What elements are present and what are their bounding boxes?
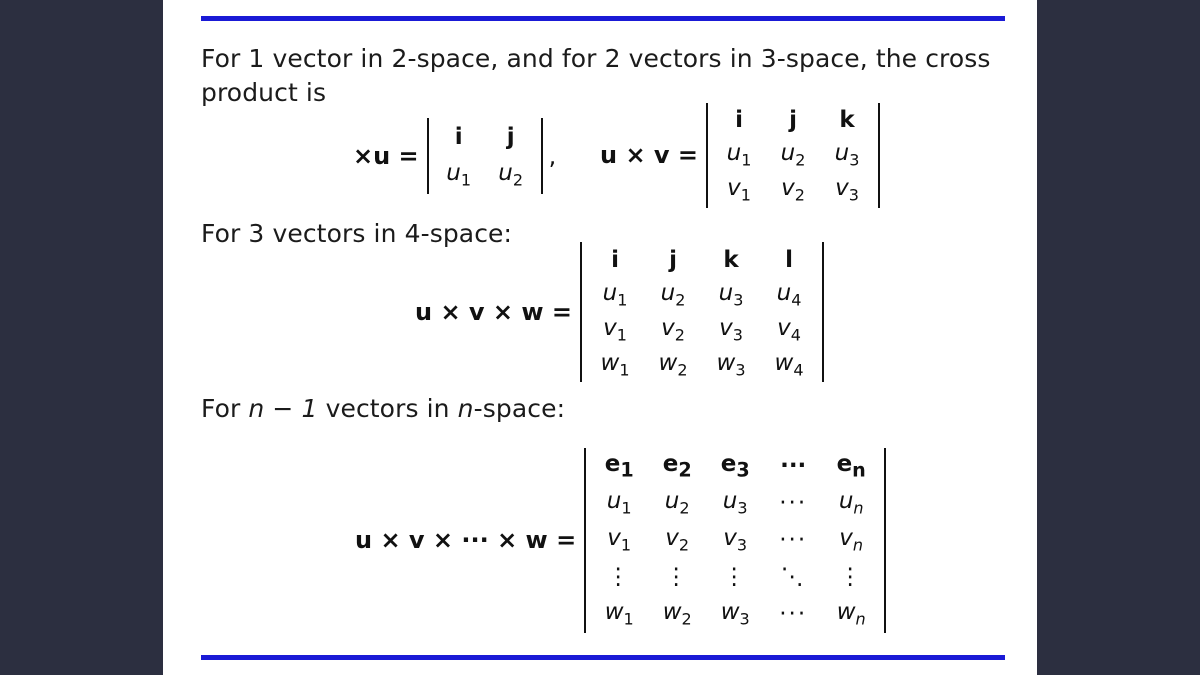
heading-math-n-minus-1: n − 1 — [248, 394, 318, 423]
matrix-row — [586, 347, 818, 382]
matrix-cell: $w_3$ — [716, 349, 746, 380]
matrix-cell: l — [785, 246, 793, 273]
matrix-row — [586, 312, 818, 347]
section-nspace-heading — [201, 392, 565, 426]
matrix-cell: $w_3$ — [720, 599, 750, 629]
matrix-cell: i — [735, 107, 743, 133]
matrix-cell: $w_4$ — [774, 349, 804, 380]
matrix-cell: $u_2$ — [780, 140, 806, 170]
matrix-cell: $w_2$ — [658, 349, 688, 380]
matrix-cell: j — [506, 124, 515, 150]
matrix-cell: j — [669, 246, 677, 273]
matrix-cell: $u_2$ — [498, 160, 524, 190]
matrix-cell: i — [611, 246, 619, 273]
intro-text: For 1 vector in 2-space, and for 2 vectors in 3-space, the cross product is — [201, 44, 991, 107]
matrix-cell: $v_2$ — [661, 314, 685, 345]
heading-part: vectors in — [325, 394, 450, 423]
determinant-matrix — [706, 103, 880, 208]
matrix-cell: k — [723, 246, 739, 273]
matrix-cell: $u_n$ — [838, 488, 864, 518]
matrix-row — [590, 485, 880, 522]
matrix-row — [712, 103, 874, 138]
matrix-cell: $u_3$ — [722, 488, 748, 518]
matrix-cell: $v_n$ — [839, 525, 864, 555]
equation-lhs: u × v = — [600, 141, 699, 169]
determinant-matrix — [580, 242, 824, 382]
bottom-rule — [201, 655, 1005, 660]
matrix-cell: k — [839, 107, 855, 133]
matrix-row — [590, 448, 880, 485]
matrix-cell: i — [454, 124, 463, 150]
matrix-cell: ··· — [779, 490, 808, 516]
matrix-cell: j — [789, 107, 797, 133]
matrix-cell: $v_4$ — [777, 314, 801, 345]
matrix-cell: $v_2$ — [781, 175, 805, 205]
heading-math-n: n — [457, 394, 474, 423]
matrix-row — [712, 173, 874, 208]
equation-lhs: u × v × ··· × w = — [355, 526, 577, 554]
section-4space-heading: For 3 vectors in 4-space: — [201, 219, 513, 248]
matrix-cell: ··· — [780, 453, 807, 479]
matrix-row — [590, 559, 880, 596]
matrix-cell: $u_2$ — [664, 488, 690, 518]
matrix-cell: $w_1$ — [604, 599, 634, 629]
matrix-cell: ⋮ — [606, 564, 632, 590]
matrix-cell: $w_2$ — [662, 599, 692, 629]
determinant-matrix — [427, 118, 543, 194]
matrix-cell: $u_1$ — [726, 140, 752, 170]
heading-part: For — [201, 394, 241, 423]
equation-lhs: u × v × w = — [415, 298, 573, 326]
matrix-cell: $w_n$ — [836, 599, 866, 629]
matrix-cell: ⋮ — [838, 564, 864, 590]
matrix-cell: $v_3$ — [719, 314, 743, 345]
heading-part: -space: — [473, 394, 566, 423]
equation-comma: , — [548, 142, 557, 170]
matrix-row — [586, 277, 818, 312]
equation-2space — [353, 118, 556, 194]
matrix-cell: ⋮ — [722, 564, 748, 590]
matrix-cell: $v_1$ — [607, 525, 632, 555]
matrix-row — [590, 596, 880, 633]
matrix-cell: $v_3$ — [723, 525, 748, 555]
matrix-cell: $v_2$ — [665, 525, 690, 555]
determinant-matrix — [584, 448, 886, 633]
matrix-cell: $u_1$ — [606, 488, 632, 518]
matrix-cell: $u_3$ — [718, 279, 744, 310]
matrix-cell: $v_1$ — [727, 175, 751, 205]
matrix-cell: $v_3$ — [835, 175, 859, 205]
equation-3space — [600, 102, 880, 208]
matrix-cell: $u_3$ — [834, 140, 860, 170]
equation-4space — [415, 241, 824, 383]
matrix-cell: ··· — [779, 601, 808, 627]
matrix-cell: ⋱ — [780, 564, 806, 590]
matrix-cell: ⋮ — [664, 564, 690, 590]
matrix-cell: $e_3$ — [720, 450, 750, 482]
matrix-cell: $u_4$ — [776, 279, 802, 310]
equation-lhs: ×u = — [353, 142, 419, 170]
matrix-row — [433, 118, 537, 156]
matrix-cell: $u_2$ — [660, 279, 686, 310]
matrix-row — [586, 242, 818, 277]
slide-page — [163, 0, 1037, 675]
matrix-cell: $e_1$ — [604, 450, 634, 482]
matrix-row — [433, 156, 537, 194]
matrix-row — [712, 138, 874, 173]
matrix-cell: $e_n$ — [836, 450, 866, 482]
equation-nspace — [355, 446, 886, 634]
matrix-row — [590, 522, 880, 559]
top-rule — [201, 16, 1005, 21]
matrix-cell: $w_1$ — [600, 349, 630, 380]
matrix-cell: $e_2$ — [662, 450, 692, 482]
matrix-cell: $v_1$ — [603, 314, 627, 345]
matrix-cell: ··· — [779, 527, 808, 553]
matrix-cell: $u_1$ — [446, 160, 472, 190]
matrix-cell: $u_1$ — [602, 279, 628, 310]
